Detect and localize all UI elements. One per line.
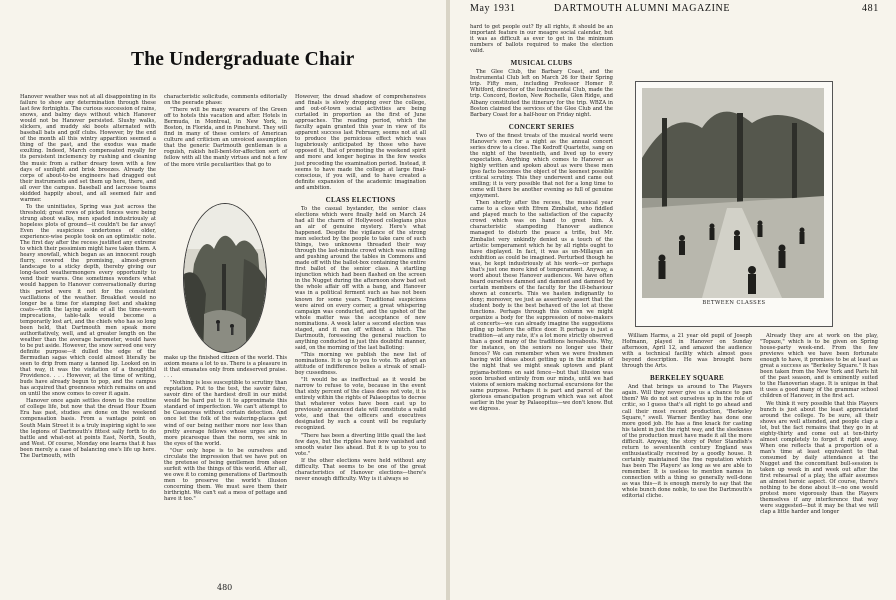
section-heading-musical-clubs: MUSICAL CLUBS bbox=[510, 59, 573, 68]
paragraph: "This morning we publish the new list of nominations. It is up to you to vote. To adopt an attitude of indifference belies a streak of small-boy cussedness. bbox=[295, 351, 426, 377]
running-head-title: DARTMOUTH ALUMNI MAGAZINE bbox=[554, 3, 731, 14]
section-heading-concert-series: CONCERT SERIES bbox=[508, 122, 575, 131]
paragraph: However, the dread shadow of comprehensives and finals is slowly dropping over the college, and out-of-town social activities are being curtailed in proportion as the first of June approaches. The reading period, which the faculty again granted this year in view of its apparent success last February, seems not at all to produce the pernicious effect which was lugubriously anticipated by those who have opposed it, that of promoting the weekend spirit and more and longer hegiras in the few weeks just preceding the examination period. Instead, it seems to have made the college at large final-conscious, if you will, and to have created a definite expansion of the academic imagination and ambition. bbox=[295, 94, 426, 191]
paragraph: To the casual bystander, the senior class elections which were finally held on March 24 had all the charm of Hollywood collegians plus an air of genuine mystery. Here's what happened. Despite the vigilance of the strong men selected by the people to take care of such things, two unknowns threaded their way through the last-minute crowd which was milling and pushing around the tables in Commons and made off with the ballot-box containing the entire first ballot of the senior class. A startling injunction which had been flashed on the screen in the Nugget during the afternoon show bad set the whole affair off with a bang, and Hanover was in a political ferment such as has not been known for some years. Traditional suspicions were aired on every corner, a great whispering campaign was conducted, and the upshot of the whole matter was the acceptance of new nominations. A week later a second election was staged, and it ran off without a hitch. The Dartmouth, foreseeing the general reaction to anything conducted in just this doubtful manner, said, on the morning of the last balloting: bbox=[295, 205, 426, 351]
right-column-3 bbox=[760, 333, 878, 516]
paragraph: "There will be many wearers of the Green off to hotels this vacation and after. Hotels in Bermuda, in Montreal, in New York, in Boston, in Florida, and in Pinehurst. They will find in many of these centers of American culture and criticism an unvoiced assumption that the generic Dartmouth gentleman is a roguish, rakish hell-bent-for-affection sort of fellow with all the manly virtues and not a few of the more virile peculiarities that go to bbox=[164, 107, 287, 168]
paragraph: hard to get people out? By all rights, it should be an important feature in our meagre social calendar, but it was as difficult as ever to get in the minimum numbers of ballots required to make the election valid. bbox=[470, 24, 613, 55]
photo-image bbox=[642, 88, 824, 298]
right-column-2 bbox=[622, 333, 752, 500]
left-column-1 bbox=[20, 94, 156, 460]
paragraph: characteristic solicitude, comments editorially on the peerade phase: bbox=[164, 94, 287, 107]
section-heading-berkeley-square: BERKELEY SQUARE bbox=[649, 374, 725, 383]
paragraph: William Harms, a 21 year old pupil of Joseph Hofmann, played in Hanover on Sunday afternoon, April 12, and amazed the audience with a technical facility which almost goes beyond description. He was brought here through the Arts. bbox=[622, 333, 752, 370]
paragraph: "It would be as ineffectual as it would be narrow to refuse to vote, because in the event that sixty percent of the class does not vote, it is entirely within the rights of Palaeopitus to decree that whatever votes have been cast up to previously announced date will constitute a valid vote, and that the officers and executives designated by such a count will be regularly recognized. bbox=[295, 377, 426, 432]
paragraph: If the other elections were held without any difficulty. That seems to be one of the great characteristics of Hanover elections—there's never enough difficulty. Why is it always so bbox=[295, 457, 426, 482]
paragraph: "Our only hope is to be ourselves and circulate the impression that we have put on the pretense of being gentlemen from sheer surfeit with the things of this world. After all, we owe it to coming generations of Dartmouth men to preserve the world's illusion concerning them. We must save them their birthright. We can't eat a mess of pottage and have it too." bbox=[164, 447, 287, 503]
paragraph: Hanover once again settles down to the routine of college life, but now that the dread Hour Exam Era has past, studies are done on the weekend compensation basis. From a vantage point on South Main Street it is a truly inspiring sight to see the legions of Dartmouth's fittest sally forth to do battle and what-not at points East, North, South, and West. Of course, Monday one learns that it has been merely a case of balancing one's life up here. The Dartmouth, with bbox=[20, 398, 156, 459]
page-number: 481 bbox=[862, 3, 879, 14]
paragraph: "There has been a diverting little quail the last few days, but the ripples have now vanished and smooth water lies ahead. But it is up to you to vote." bbox=[295, 432, 426, 457]
paragraph: Then shortly after the recess, the musical year came to a close with Efrem Zimbalist, who fiddled and played much to the satisfaction of the capacity crowd which was on hand to greet him. A characteristic stampeding Hanover audience managed to disturb the peace a trifle, but Mr. Zimbalist very unkindly denied us a touch of the artistic temperament which he by all rights ought to have displayed. In fact, it was as un-Millayan an exhibition as could be imagined. Perturbed though he was, he kept industriously at his work—or perhaps that's just one more kind of temperament. Anyway, a word about these Hanover audiences. We have often heard ourselves damned and damned and damned by certain members of the faculty for the ill-behaviour shown at concerts. This we hasten indignantly to deny; moreover, we just as assertively assert that the student body is the best behaved of the lot at these functions. Perhaps through this column we might organize a body for the suppression of noise-makers at concerts—we can already imagine the suggestions piling up before the office door. It perhaps is just a tradition—at any rate, it's a lot more strictly observed than a good many of the traditions hereabouts. Why, for instance, on the seniors no longer use their fences? We can remember when we were freshmen having wild ideas about getting up in the middle of the night that we might sneak uptown and plant pyjama-bottoms on said fence—but that illusion was soon brushed entirely from our minds, until we had visions of seniors making nocturnal excursions for the same purpose. Perhaps it is part and parcel of the glorious emancipation program which was set afoot earlier in the year by Palaeopitus—we don't know. But we digress. bbox=[470, 200, 613, 412]
section-heading-class-elections: CLASS ELECTIONS bbox=[325, 195, 396, 204]
photo-between-classes bbox=[635, 81, 833, 327]
photo-caption: BETWEEN CLASSES bbox=[702, 300, 766, 306]
paragraph: To the uninitiates, Spring was just across the threshold; great rows of picket fences were being strung about walks, men spaded industriously at hopeless plots of ground—it couldn't be far away! Even the suspicious undertones of older, experience-wise people took on an optimistic note. The first day after the recess justified any extreme to which their pessimism might have taken them. A heavy snowfall, which began as an innocent rough flurry, covered the promising, almost-green landscape to a sticky depth, thereby giving our long-faced weathermongers every opportunity to vend their wares. One sometimes wonders what would happen to Hanover conversationally during this period were it not for the consistent vacillations of the weather. Breakfast would no longer be a time for stamping feet and shaking coats—with the laying aside of all the time-worn imprecations, table-talk would become a temporarily lost art, and the chiefs who has so long been held, that Dartmouth men speak more authoritatively, well, and at greater length on the weather than the average barometer, would have to be put aside. However, the snow served one very definite purpose—it dulled the edge of the Bermudian sagas which could almost literally be seen to drip from many a tanned lip. Looked on in that way, it was the visitation of a thoughtful Providence. . . . However, at the time of writing, buds have already begun to pop, and the campus has acquired that greenness which remains on and on until the snow comes to cover it again. bbox=[20, 203, 156, 398]
students-walking-image bbox=[642, 88, 824, 298]
left-column-3 bbox=[295, 94, 426, 483]
paragraph: "Nothing is less susceptible to scrutiny than reputation. Put to the test, the savoir faire, savoir dire of the hardiest droll in our midst would be hard put to it to approximate this standard of imperfection. We can't attempt to be Casanovas without certain detection. And once let the folk of the watering-places get wind of our being neither more nor less than pretty average fellows whose urges are no more picaresque than the norm, we sink in the eyes of the world. bbox=[164, 380, 287, 447]
paragraph: We think it very possible that this Players bunch is just about the least appreciated around the college. To be sure, all their shows are well attended, and people clap a lot, but the fact remains that they go in at eighty-thirty and come out at ten-thirty almost completely to forget it right away. When one reflects that a proportion of a man's time at least equivalent to that consumed by daily attendance at the Nugget and the concomitant bull-session is taken up week in and week out after the first rehearsal of a play, the affair assumes an almost heroic aspect. Of course, there's nothing to be done about it—no one would protest more vigorously than the Players themselves if any interference that way were suggested—but it may be that we will clap a little harder and longer bbox=[760, 400, 878, 516]
left-column-2-bottom bbox=[164, 355, 287, 503]
running-head-date: May 1931 bbox=[470, 3, 516, 14]
paragraph: And that brings us around to The Players again. Will they never give us a chance to pan them? We do not set ourselves up in the role of critic, so I guess that's all right to go ahead and call their most recent production, "Berkeley Square," swell. Warner Bentley has done one more good job. He has a fine knack for casting his talent in just the right way, and the sleekness of the production must have made it all the more difficult. Anyway, the story of Peter Standish's return to seventeenth century England was enthusiastically received by a goodly house. It certainly maintained the fine reputation which has been The Players' as long as we are able to remember. It is useless to mention names in connection with a thing so generally well-done as was this—it is enough merely to say that the whole bunch done noble, to use the Dartmouth's editorial cliche. bbox=[622, 384, 752, 500]
paragraph: The Glee Club, the Barbary Coast, and the Instrumental Club left on March 26 for their Spring trip. Fifty men, including Professor Homer P. Whitford, director of the Instrumental Club, made the trip. Concord, Boston, New Rochelle, Glen Ridge, and Albany constituted the itinerary for the trip. WBZA in Boston claimed the services of the Glee Club and the Barbary Coast for a half-hour on Friday night. bbox=[470, 69, 613, 118]
paragraph: make up the finished citizen of the world. This axiom means a lot to us. There is a pleasure in it that emanates only from undeserved praise. . . . bbox=[164, 355, 287, 380]
left-column-2-top bbox=[164, 94, 287, 169]
campus-scene-image bbox=[184, 204, 266, 352]
paragraph: Hanover weather was not at all disappointing in its failure to show any determination through these last few fortnights. The curious succession of rains, snows, and balmy days without which Hanover would not be Hanover persisted. Slushy walks, slickers, and muddy ski boots alternated with baseball bats and golf clubs. However, by the end of the month all this wintry apparition seemed a thing of the past, and the exodus was made exulting. Indeed, March compensated royally for its persistent inclemency by rushing and cleaning the music from a rather dreary town with a few days of sunlight and brisk breezes. Already the corps of about-to-be engineers had dragged out their instruments and set them up here, there, and all over the campus. Baseball and lacrosse teams skidded happily about, and all seemed fair and warmer. bbox=[20, 94, 156, 203]
paragraph: Two of the finest treats of the musical world were Hanover's own for a night as the annual concert series drew to a close. The Kedroff Quartette, sang on the night of the twentieth, and lived up to every expectation. Anything which comes to Hanover as highly written and spoken about as were these men ipso facto becomes the object of the keenest possible critical scrutiny. This they underwent and came out smiling; it is very possible that not for a long time to come will there be another evening so full of genuine enjoyment. bbox=[470, 132, 613, 200]
oval-photo bbox=[183, 203, 267, 353]
right-column-1 bbox=[470, 24, 613, 413]
paragraph: Already they are at work on the play, "Topaze," which is to be given on Spring house-party week-end. From the few previews which we have been fortunate enough to have, it promises to be at least as great a success as "Berkeley Square." It has been taken from the New York and Paris hit of the past season, and is eminently suited to the Hanoverian stage. It is unique in that it uses a good many of the grammar school children of Hanover, in the first act. bbox=[760, 333, 878, 400]
page-number: 480 bbox=[217, 583, 233, 592]
left-page bbox=[0, 0, 446, 600]
page-title: The Undergraduate Chair bbox=[131, 49, 355, 70]
